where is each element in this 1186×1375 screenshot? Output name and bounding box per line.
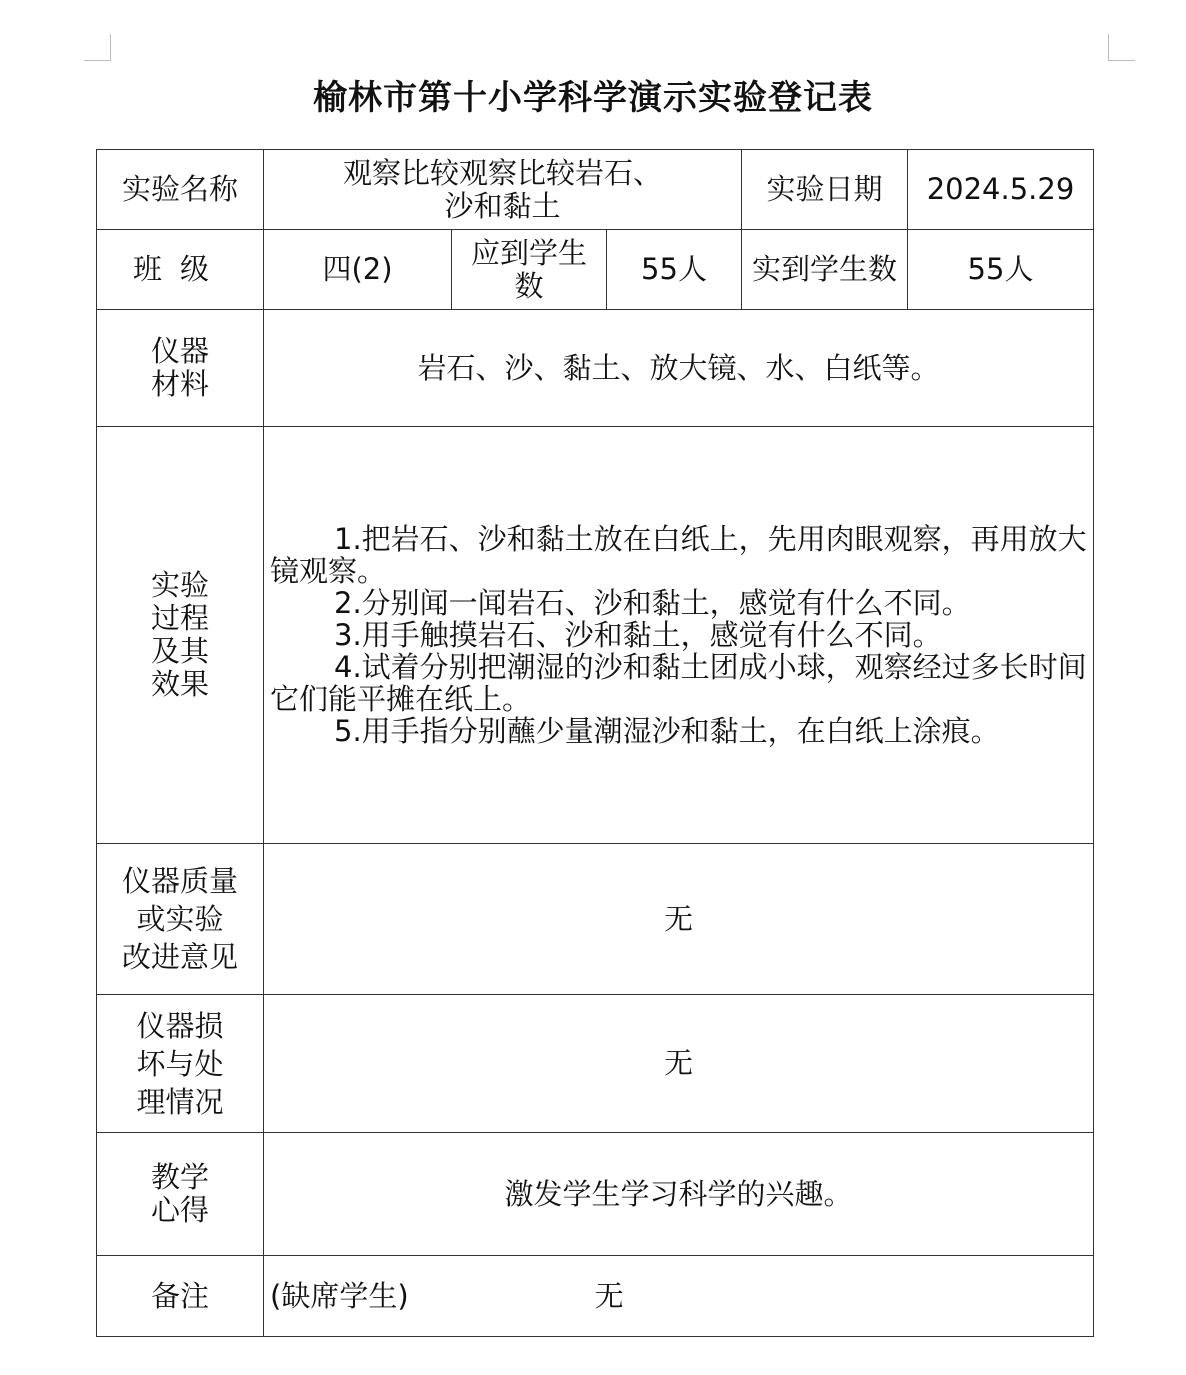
row-teaching: [97, 1133, 1094, 1256]
quality-value: 无: [264, 844, 1094, 995]
process-label-line-4: 效果: [150, 667, 209, 701]
process-label-line-2: 过程: [150, 601, 209, 635]
process-step-5: 5.用手指分别蘸少量潮湿沙和黏土，在白纸上涂痕。: [334, 714, 1000, 748]
quality-label-line-1: 仪器质量: [121, 864, 238, 898]
class-label: 班级: [97, 230, 264, 310]
materials-label: [97, 310, 264, 427]
expected-students-label-line-2: 数: [514, 268, 544, 303]
experiment-date-label: 实验日期: [742, 150, 908, 230]
teaching-label-line-2: 心得: [150, 1193, 209, 1227]
experiment-name-line-1: 观察比较观察比较岩石、: [342, 155, 662, 190]
damage-label-line-3: 理情况: [136, 1084, 224, 1119]
experiment-name-line-2: 沙和黏土: [444, 188, 561, 223]
row-materials: [97, 310, 1094, 427]
teaching-value: 激发学生学习科学的兴趣。: [264, 1133, 1094, 1256]
actual-students-value: 55人: [908, 230, 1094, 310]
expected-students-value: 55人: [607, 230, 742, 310]
row-remark: [97, 1256, 1094, 1337]
process-step-1: 1.把岩石、沙和黏土放在白纸上，先用肉眼观察，再用放大镜观察。: [270, 522, 1087, 588]
row-damage: [97, 995, 1094, 1133]
class-value: 四(2): [264, 230, 452, 310]
quality-label: [97, 844, 264, 995]
process-label: [97, 427, 264, 844]
materials-value: 岩石、沙、黏土、放大镜、水、白纸等。: [264, 310, 1094, 427]
row-quality: [97, 844, 1094, 995]
page-corner-mark-right: [1108, 34, 1135, 61]
quality-label-line-2: 或实验: [136, 902, 224, 936]
expected-students-label: [452, 230, 607, 310]
damage-label: [97, 995, 264, 1133]
damage-value: 无: [264, 995, 1094, 1133]
experiment-name-value: [264, 150, 742, 230]
quality-label-line-3: 改进意见: [121, 940, 238, 974]
damage-label-line-1: 仪器损: [136, 1008, 224, 1043]
remark-label: 备注: [97, 1256, 264, 1337]
registration-table: [96, 149, 1094, 1337]
process-label-line-1: 实验: [150, 568, 209, 602]
damage-label-line-2: 坏与处: [136, 1046, 224, 1081]
remark-prefix: (缺席学生): [270, 1278, 409, 1313]
materials-label-line-2: 材料: [150, 367, 209, 401]
teaching-label: [97, 1133, 264, 1256]
process-label-line-3: 及其: [150, 634, 209, 668]
remark-content: [264, 1256, 1094, 1337]
actual-students-label: 实到学生数: [742, 230, 908, 310]
process-step-2: 2.分别闻一闻岩石、沙和黏土，感觉有什么不同。: [334, 586, 971, 620]
experiment-name-label: 实验名称: [97, 150, 264, 230]
row-class: [97, 230, 1094, 310]
teaching-label-line-1: 教学: [150, 1160, 209, 1194]
materials-label-line-1: 仪器: [150, 334, 209, 368]
expected-students-label-line-1: 应到学生: [470, 235, 587, 270]
row-experiment-name: [97, 150, 1094, 230]
process-step-3: 3.用手触摸岩石、沙和黏土，感觉有什么不同。: [334, 618, 942, 652]
experiment-date-value: 2024.5.29: [908, 150, 1094, 230]
form-title: 榆林市第十小学科学演示实验登记表: [313, 78, 873, 118]
process-step-4: 4.试着分别把潮湿的沙和黏土团成小球，观察经过多长时间它们能平摊在纸上。: [270, 650, 1087, 716]
process-steps: [264, 427, 1094, 844]
page-corner-mark-left: [84, 34, 111, 61]
row-process: [97, 427, 1094, 844]
remark-value: 无: [594, 1278, 624, 1313]
